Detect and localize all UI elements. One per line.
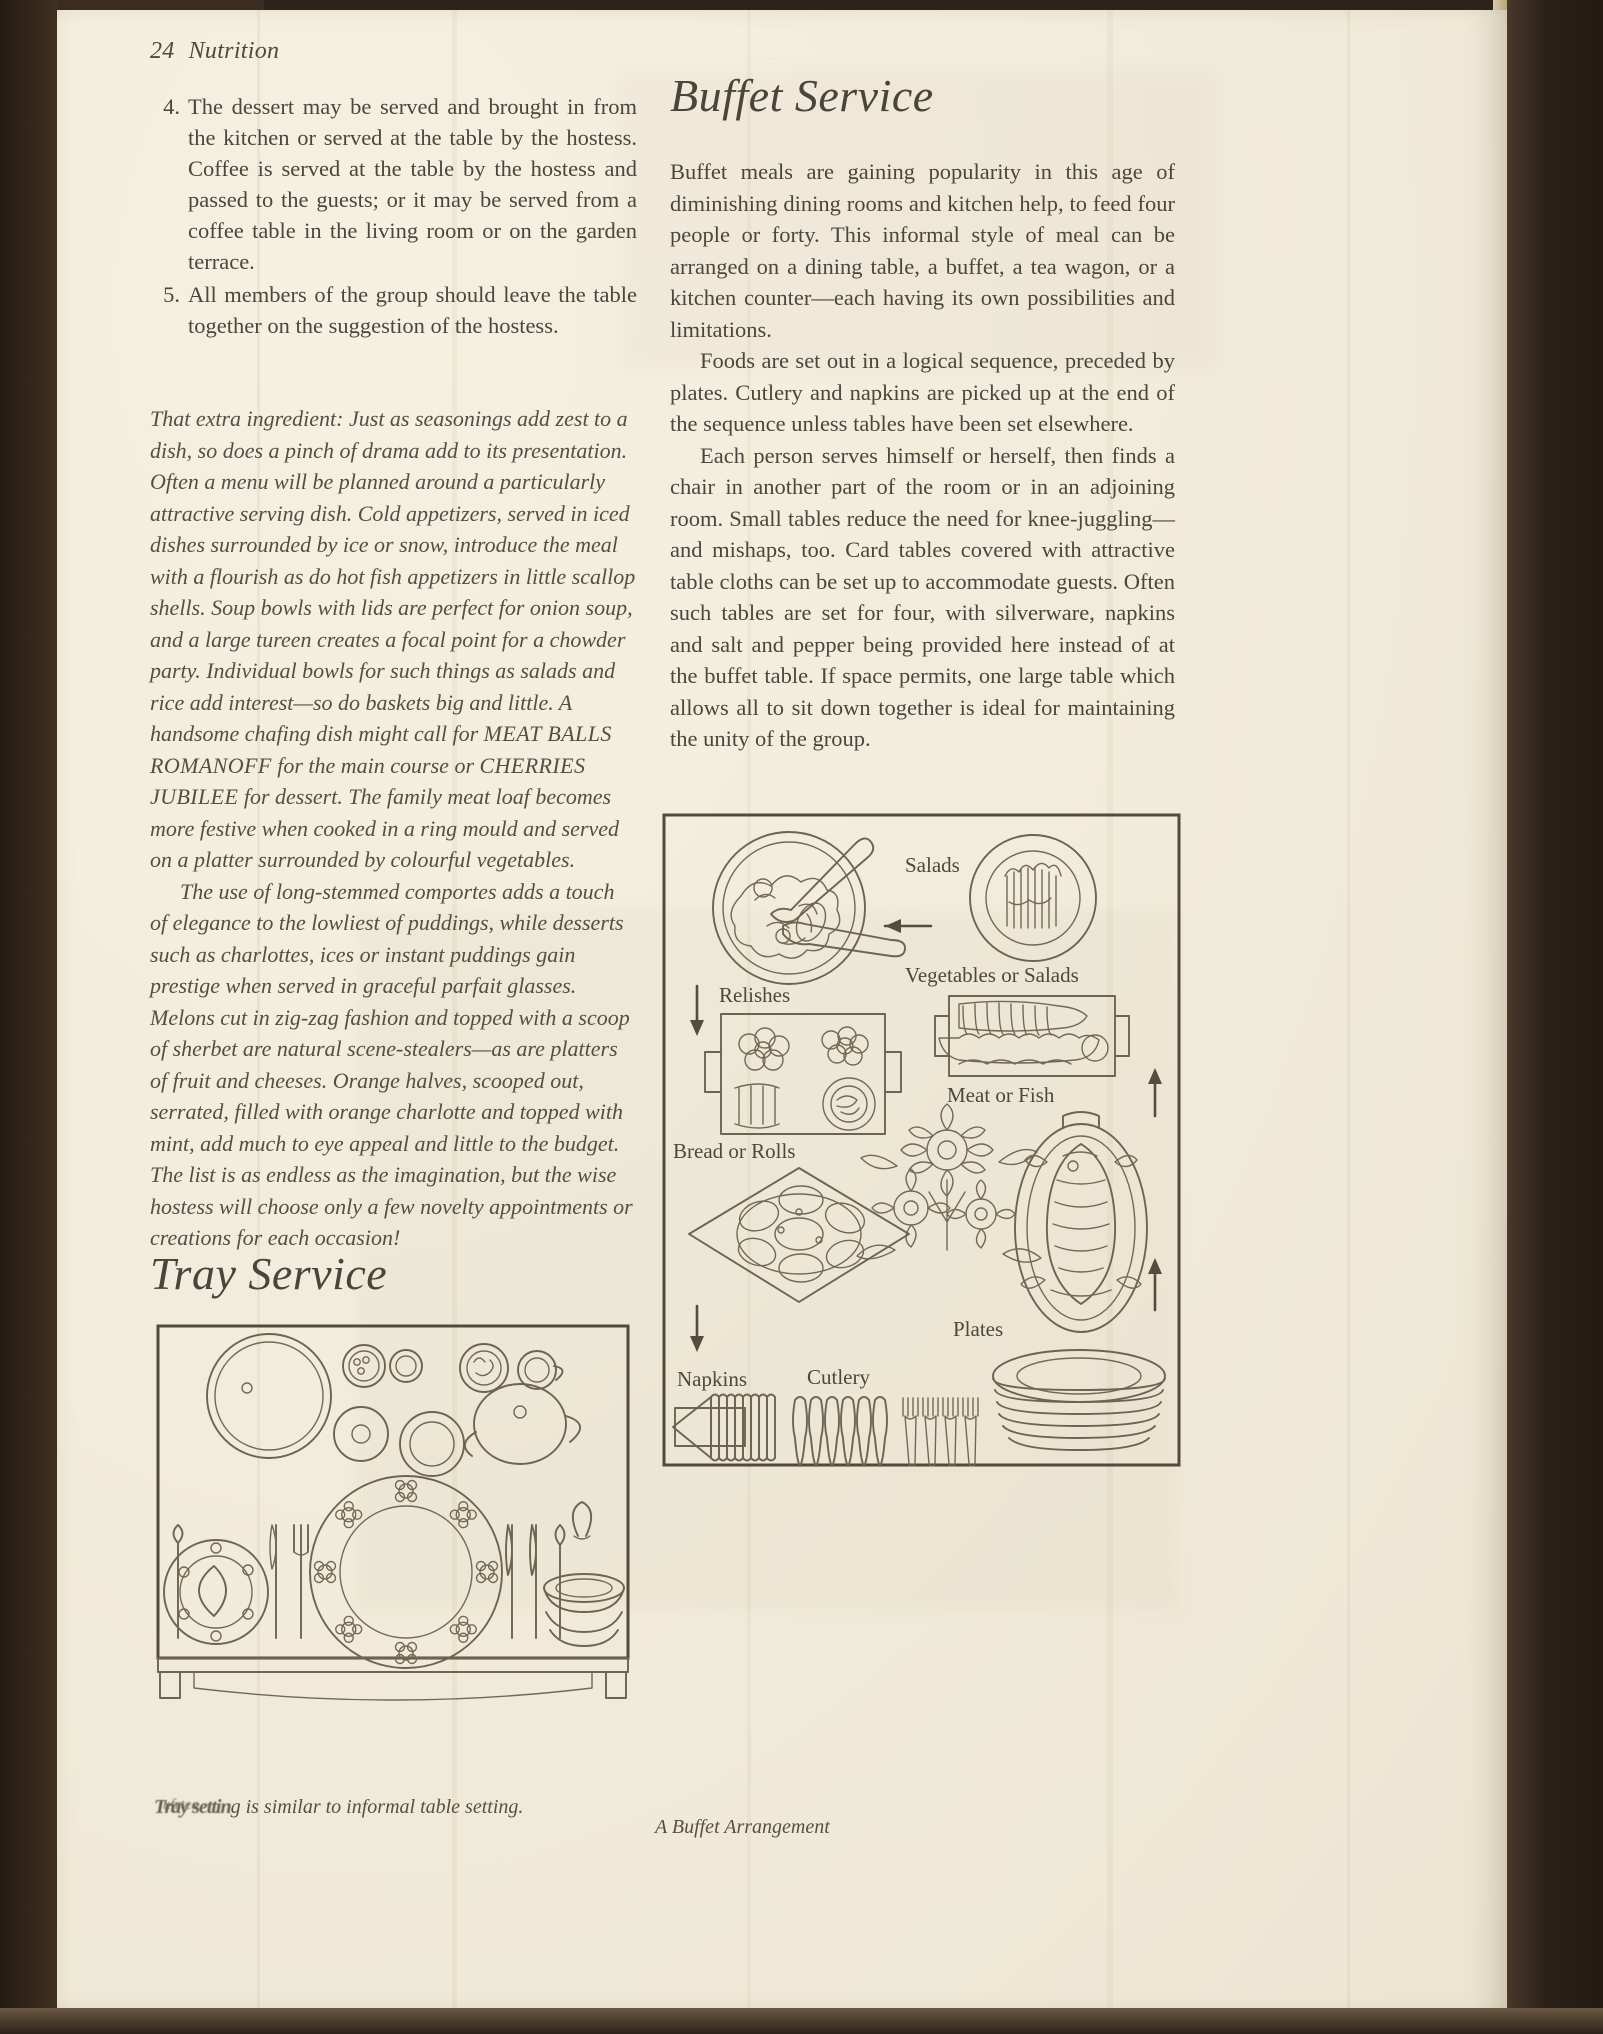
book-left-edge bbox=[0, 0, 57, 2034]
buffet-arrangement-caption: A Buffet Arrangement bbox=[655, 1816, 830, 1838]
list-item-text: The dessert may be served and brought in from the kitchen or served at the table by the hostess. Coffee is served at the table by the hostess and passed to the guests; or it may be served from a coffee table in the living room or on the garden terrace. bbox=[188, 94, 637, 274]
left-column bbox=[150, 38, 637, 1254]
buffet-paragraph-3: Each person serves himself or herself, then finds a chair in another part of the room or in an adjoining room. Small tables reduce the need for knee-juggling—and mishaps, too. Card tables covered with attractive table cloths can be set up to accommodate guests. Often such tables are set for four, with silverware, napkins and salt and pepper being provided here instead of at the buffet table. If space permits, one large table which allows all to sit down together is ideal for maintaining the unity of the group. bbox=[670, 442, 1175, 751]
label-relishes: Relishes bbox=[719, 983, 791, 1007]
list-marker: 4. bbox=[163, 94, 180, 119]
running-head bbox=[150, 38, 637, 65]
label-napkins: Napkins bbox=[677, 1367, 747, 1391]
book-right-edge bbox=[1507, 0, 1603, 2034]
book-bottom-edge bbox=[0, 2008, 1603, 2034]
buffet-service-heading: Buffet Service bbox=[670, 70, 934, 121]
note-text-c: for dessert. The family meat loaf becomes more festive when cooked in a ring mould and served on a platter surrounded by colourful vegetables. bbox=[150, 784, 620, 872]
tray-service-caption bbox=[154, 1796, 624, 1819]
label-vegetables-or-salads: Vegetables or Salads bbox=[905, 963, 1079, 987]
label-cutlery: Cutlery bbox=[807, 1365, 870, 1389]
list-item-text: All members of the group should leave the table together on the suggestion of the hostess. bbox=[188, 282, 637, 338]
page-number: 24 bbox=[150, 38, 175, 64]
buffet-paragraph-2: Foods are set out in a logical sequence, preceded by plates. Cutlery and napkins are picked up at the end of the sequence unless tables have been set elsewhere. bbox=[670, 348, 1175, 436]
list-marker: 5. bbox=[163, 282, 180, 307]
right-column bbox=[670, 70, 1175, 755]
label-salads: Salads bbox=[905, 853, 960, 877]
italic-paragraph-1 bbox=[150, 403, 637, 876]
label-bread-or-rolls: Bread or Rolls bbox=[673, 1139, 796, 1163]
italic-sidebar-note bbox=[150, 403, 637, 1254]
caption-smudged-word: Tray settin ufrtea bbox=[154, 1796, 231, 1819]
label-meat-or-fish: Meat or Fish bbox=[947, 1083, 1055, 1107]
tray-service-heading: Tray Service bbox=[150, 1248, 388, 1299]
caption-rest: g is similar to informal table setting. bbox=[230, 1796, 524, 1818]
buffet-paragraph-1: Buffet meals are gaining popularity in this age of diminishing dining rooms and kitchen help, to feed four people or forty. This informal style of meal can be arranged on a dining table, a buffet, a tea wagon, or a kitchen counter—each having its own possibilities and limitations. bbox=[670, 159, 1175, 342]
list-item bbox=[150, 91, 637, 277]
italic-paragraph-2: The use of long-stemmed comportes adds a touch of elegance to the lowliest of puddings, while desserts such as charlottes, ices or instant puddings gain prestige when served in graceful parfait glasses. Melons cut in zig-zag fashion and topped with a scoop of sherbet are natural scene-stealers—as are platters of fruit and cheeses. Orange halves, scooped out, serrated, filled with orange charlotte and topped with mint, add much to eye appeal and little to the budget. The list is as endless as the imagination, but the wise hostess will choose only a few novelty appointments or creations for each occasion! bbox=[150, 878, 633, 1250]
chapter-title: Nutrition bbox=[188, 38, 280, 64]
numbered-list bbox=[150, 91, 637, 341]
recipe-name-cherries: CHERRIES JUBILEE bbox=[150, 752, 586, 809]
buffet-arrangement-figure bbox=[659, 810, 1184, 1470]
page-paper bbox=[57, 10, 1507, 2010]
recipe-name-meatballs: MEAT BALLS ROMANOFF bbox=[150, 721, 612, 778]
note-text-b: for the main course or bbox=[271, 752, 480, 778]
note-text-a: That extra ingredient: Just as seasonings add zest to a dish, so does a pinch of drama add to its presentation. Often a menu will be planned around a particularly attractive serving dish. Cold appetizers, served in iced dishes surrounded by ice or snow, introduce the meal with a flourish as do hot fish appetizers in little scallop shells. Soup bowls with lids are perfect for onion soup, and a large tureen creates a focal point for a chowder party. Individual bowls for such things as salads and rice add interest—so do baskets big and little. A handsome chafing dish might call for bbox=[150, 406, 636, 746]
label-plates: Plates bbox=[953, 1317, 1004, 1341]
list-item bbox=[150, 279, 637, 341]
tray-service-figure bbox=[154, 1320, 632, 1750]
